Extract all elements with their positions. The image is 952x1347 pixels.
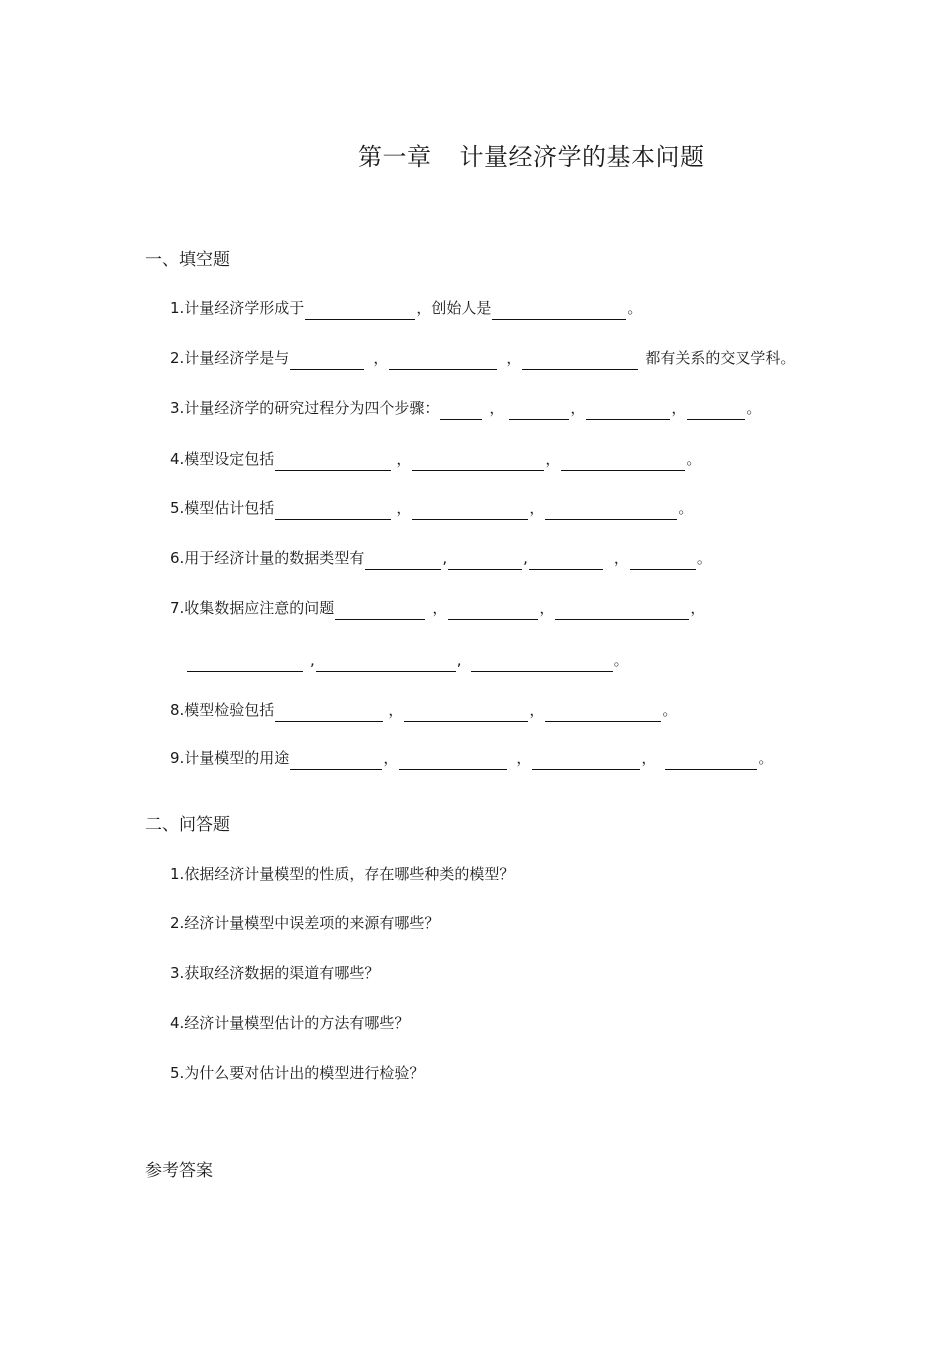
- q7-blank-5[interactable]: [316, 653, 456, 672]
- q6-text-c: ,: [523, 549, 528, 567]
- q6-text-e: 。: [696, 549, 712, 567]
- chapter-name: 计量经济学的基本问题: [459, 143, 705, 171]
- q6-text-a: 6.用于经济计量的数据类型有: [170, 549, 365, 567]
- q9-blank-4[interactable]: [665, 751, 757, 770]
- q3-blank-2[interactable]: [509, 401, 569, 420]
- q4-text-c: ，: [545, 450, 561, 468]
- q1-blank-2[interactable]: [492, 301, 626, 320]
- fill-question-3: [170, 396, 761, 420]
- q6-text-d: ，: [613, 549, 629, 567]
- q7-blank-4[interactable]: [187, 653, 303, 672]
- q7-text-d: ，: [690, 599, 706, 617]
- fill-question-4: [170, 447, 701, 471]
- q7-blank-6[interactable]: [471, 653, 613, 672]
- q6-blank-4[interactable]: [630, 551, 696, 570]
- q8-text-a: 8.模型检验包括: [170, 701, 275, 719]
- q8-text-c: ，: [529, 701, 545, 719]
- q3-text-c: ，: [570, 399, 586, 417]
- q7-text-a: 7.收集数据应注意的问题: [170, 599, 335, 617]
- fill-question-7-continued: [186, 648, 629, 672]
- qa-question-4: 4.经济计量模型估计的方法有哪些？: [170, 1014, 410, 1032]
- fill-question-2: [170, 346, 795, 370]
- q7-blank-3[interactable]: [555, 601, 689, 620]
- q7-text-e: ,: [310, 651, 315, 669]
- q5-blank-3[interactable]: [545, 501, 677, 520]
- q6-text-b: ,: [442, 549, 448, 567]
- fill-question-6: [170, 546, 712, 570]
- q7-text-c: ，: [539, 599, 555, 617]
- q9-text-c: ，: [516, 749, 532, 767]
- q8-blank-2[interactable]: [404, 703, 528, 722]
- q4-text-b: ，: [396, 450, 412, 468]
- q4-blank-1[interactable]: [275, 452, 391, 471]
- q2-text-b: ，: [373, 349, 389, 367]
- section-fill-heading: 一、填空题: [145, 250, 230, 270]
- q3-text-d: ，: [671, 399, 687, 417]
- fill-question-9: [170, 746, 773, 770]
- q6-blank-1[interactable]: [365, 551, 441, 570]
- answers-heading: 参考答案: [145, 1161, 213, 1181]
- q3-blank-3[interactable]: [586, 401, 670, 420]
- qa-question-2: 2.经济计量模型中误差项的来源有哪些？: [170, 914, 440, 932]
- q3-text-e: 。: [746, 399, 762, 417]
- q1-blank-1[interactable]: [305, 301, 415, 320]
- q2-text-c: ，: [506, 349, 522, 367]
- q8-blank-1[interactable]: [275, 703, 383, 722]
- q8-blank-3[interactable]: [545, 703, 661, 722]
- q5-blank-2[interactable]: [412, 501, 528, 520]
- q5-text-d: 。: [678, 499, 694, 517]
- q9-text-d: ，: [641, 749, 657, 767]
- q7-blank-1[interactable]: [335, 601, 425, 620]
- q6-blank-2[interactable]: [448, 551, 522, 570]
- fill-question-5: [170, 496, 693, 520]
- q2-blank-2[interactable]: [389, 351, 497, 370]
- q1-text-c: 。: [627, 299, 643, 317]
- page-title: [358, 137, 705, 172]
- chapter-label: 第一章: [358, 143, 432, 171]
- q9-blank-3[interactable]: [532, 751, 640, 770]
- q5-text-b: ，: [396, 499, 412, 517]
- qa-question-1: 1.依据经济计量模型的性质，存在哪些种类的模型？: [170, 865, 515, 883]
- q2-text-a: 2.计量经济学是与: [170, 349, 290, 367]
- q3-text-b: ，: [489, 399, 505, 417]
- q1-text-a: 1.计量经济学形成于: [170, 299, 305, 317]
- q5-text-a: 5.模型估计包括: [170, 499, 275, 517]
- q1-text-b: ，创始人是: [416, 299, 492, 317]
- q7-text-f: ,: [456, 651, 462, 669]
- q7-text-b: ，: [432, 599, 448, 617]
- q7-blank-2[interactable]: [448, 601, 538, 620]
- q9-text-b: ，: [383, 749, 399, 767]
- q7-text-g: 。: [613, 651, 629, 669]
- fill-question-7: [170, 596, 705, 620]
- q5-text-c: ，: [529, 499, 545, 517]
- q4-text-a: 4.模型设定包括: [170, 450, 275, 468]
- q2-blank-3[interactable]: [522, 351, 638, 370]
- q9-text-e: 。: [758, 749, 774, 767]
- q2-text-d: 都有关系的交叉学科。: [645, 349, 796, 367]
- q8-text-d: 。: [662, 701, 678, 719]
- q3-text-a: 3.计量经济学的研究过程分为四个步骤：: [170, 399, 440, 417]
- q9-blank-2[interactable]: [399, 751, 507, 770]
- q6-blank-3[interactable]: [529, 551, 603, 570]
- q3-blank-4[interactable]: [687, 401, 745, 420]
- q5-blank-1[interactable]: [275, 501, 391, 520]
- q3-blank-1[interactable]: [440, 401, 482, 420]
- section-qa-heading: 二、问答题: [145, 815, 230, 835]
- q2-blank-1[interactable]: [290, 351, 364, 370]
- q4-blank-2[interactable]: [412, 452, 544, 471]
- fill-question-1: [170, 296, 642, 320]
- q4-text-d: 。: [686, 450, 702, 468]
- qa-question-5: 5.为什么要对估计出的模型进行检验？: [170, 1064, 425, 1082]
- q9-text-a: 9.计量模型的用途: [170, 749, 290, 767]
- q9-blank-1[interactable]: [290, 751, 382, 770]
- q4-blank-3[interactable]: [561, 452, 685, 471]
- qa-question-3: 3.获取经济数据的渠道有哪些？: [170, 964, 380, 982]
- fill-question-8: [170, 698, 677, 722]
- q8-text-b: ，: [388, 701, 404, 719]
